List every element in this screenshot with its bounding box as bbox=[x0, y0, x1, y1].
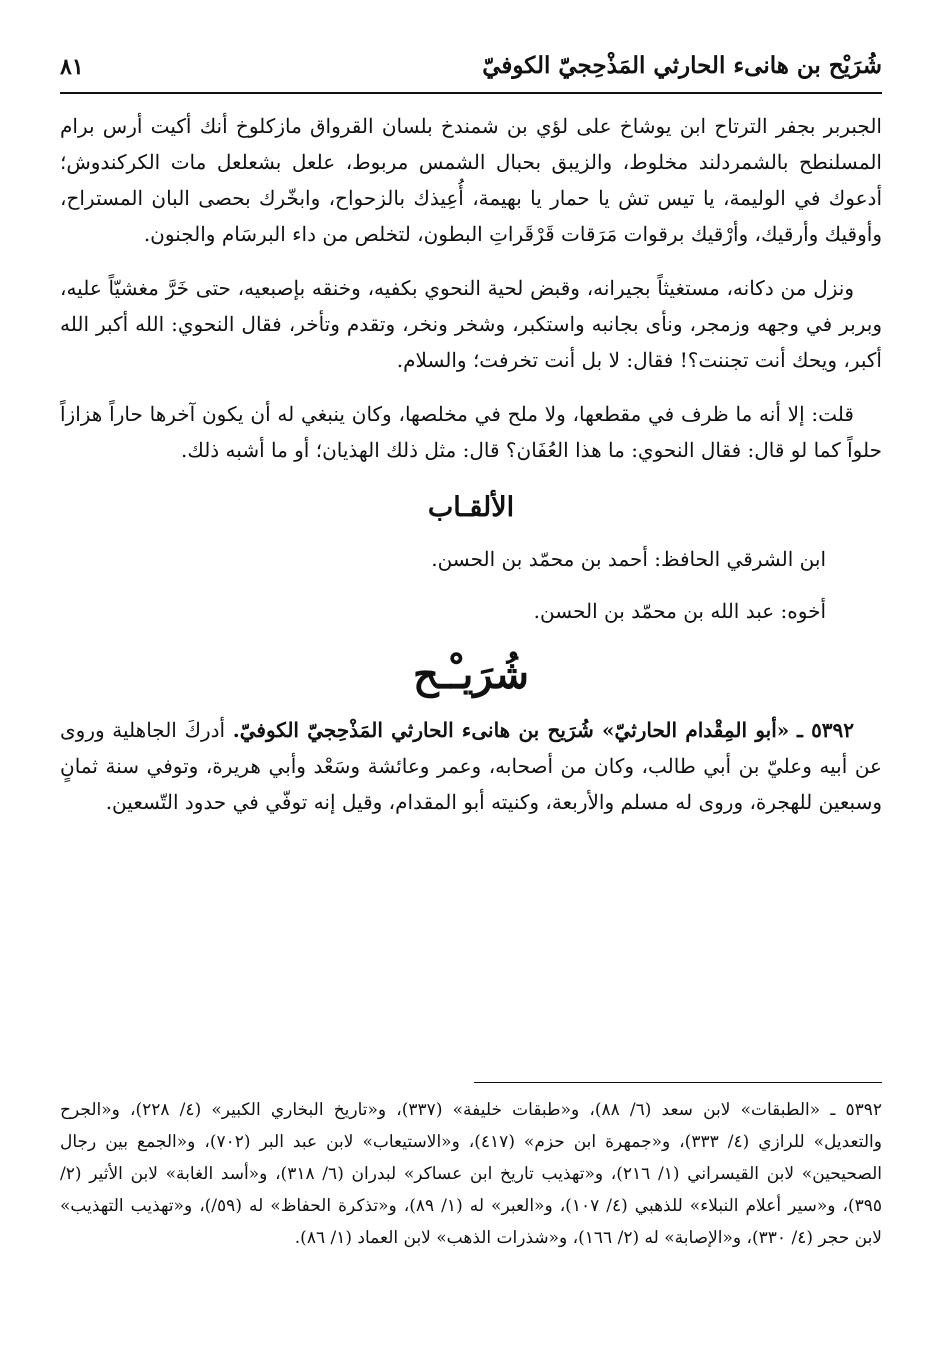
running-header bbox=[60, 52, 882, 92]
paragraph-2: ونزل من دكانه، مستغيثاً بجيرانه، وقبض لحية النحوي بكفيه، وخنقه بإصبعيه، حتى خَرَّ مغشيّاً عليه، وبربر في وجهه وزمجر، ونأى بجانبه واستكبر، وشخر ونخر، وتقدم وتأخر، فقال النحوي: الله أكبر الله أكبر، ويحك أنت تجننت؟! فقال: لا بل أنت تخرفت؛ والسلام. bbox=[60, 276, 882, 372]
footnote-5392: ٥٣٩٢ ـ «الطبقات» لابن سعد (٦/ ٨٨)، و«طبقات خليفة» (٣٣٧)، و«تاريخ البخاري الكبير» (٤/ ٢٢٨)، و«الجرح والتعديل» للرازي (٤/ ٣٣٣)، و«جمهرة ابن حزم» (٤١٧)، و«الاستيعاب» لابن عبد البر (٧٠٢)، و«الجمع بين رجال الصحيحين» لابن القيسراني (١/ ٢١٦)، و«تهذيب تاريخ ابن عساكر» لبدران (٦/ ٣١٨)، و«أسد الغابة» لابن الأثير (٢/ ٣٩٥)، و«سير أعلام النبلاء» للذهبي (٤/ ١٠٧)، و«العبر» له (١/ ٨٩)، و«تذكرة الحفاظ» له (٥٩/)، و«تهذيب التهذيب» لابن حجر (٤/ ٣٣٠)، و«الإصابة» له (٢/ ١٦٦)، و«شذرات الذهب» لابن العماد (١/ ٨٦). bbox=[60, 1100, 883, 1248]
entry-5392 bbox=[60, 712, 882, 820]
section-heading-shurayh: شُرَيـْـح bbox=[413, 651, 529, 698]
header-rule bbox=[60, 92, 882, 94]
entry-number: ٥٣٩٢ ـ bbox=[796, 718, 855, 742]
main-text bbox=[60, 108, 882, 838]
footnote-rule bbox=[474, 1082, 882, 1083]
entry-head: «أبو المِقْدام الحارثيّ» شُرَيح بن هانىء الحارثي المَذْحِجيّ الكوفيّ. bbox=[232, 718, 790, 742]
footnotes bbox=[60, 1094, 882, 1254]
alqab-entry-2: أخوه: عبد الله بن محمّد بن الحسن. bbox=[533, 599, 826, 623]
alqab-entry-1: ابن الشرقي الحافظ: أحمد بن محمّد بن الحسن. bbox=[431, 547, 826, 571]
section-heading-alqab: الألقـاب bbox=[427, 492, 515, 523]
paragraph-3: قلت: إلا أنه ما ظرف في مقطعها، ولا ملح في مخلصها، وكان ينبغي له أن يكون آخرها حاراً هزازاً حلواً كما لو قال: فقال النحوي: ما هذا العُفَان؟ قال: مثل ذلك الهذيان؛ أو ما أشبه ذلك. bbox=[60, 402, 882, 462]
paragraph-1: الجبربر بجفر الترتاح ابن يوشاخ على لؤي بن شمندخ بلسان القرواق مازكلوخ أنك أكيت أرس برام المسلنطح بالشمردلند مخلوط، والزيبق بحبال الشمس مربوط، علعل بشعلعل مات الكركندوش؛ أدعوك في الوليمة، يا تيس تش يا حمار يا بهيمة، أُعِيذك بالزحواح، وابخّرك بحصى البان المستراح، وأوقيك وأرقيك، وأرْقيك برقوات مَرَقات قَرْقَراتِ البطون، لتخلص من داء البرسَام والجنون. bbox=[60, 114, 882, 246]
running-title: شُرَيْح بن هانىء الحارثي المَذْحِجيّ الكوفيّ bbox=[482, 52, 882, 79]
page-number: ٨١ bbox=[60, 54, 84, 80]
entry-text: أدركَ الجاهلية وروى عن أبيه وعليّ بن أبي طالب، وكان من أصحابه، وعمر وعائشة وسَعْد وأبي هريرة، وتوفي سنة ثمانٍ وسبعين للهجرة، وروى له مسلم والأربعة، وكنيته أبو المقدام، وقيل إنه توفّي في حدود التّسعين. bbox=[60, 718, 882, 814]
